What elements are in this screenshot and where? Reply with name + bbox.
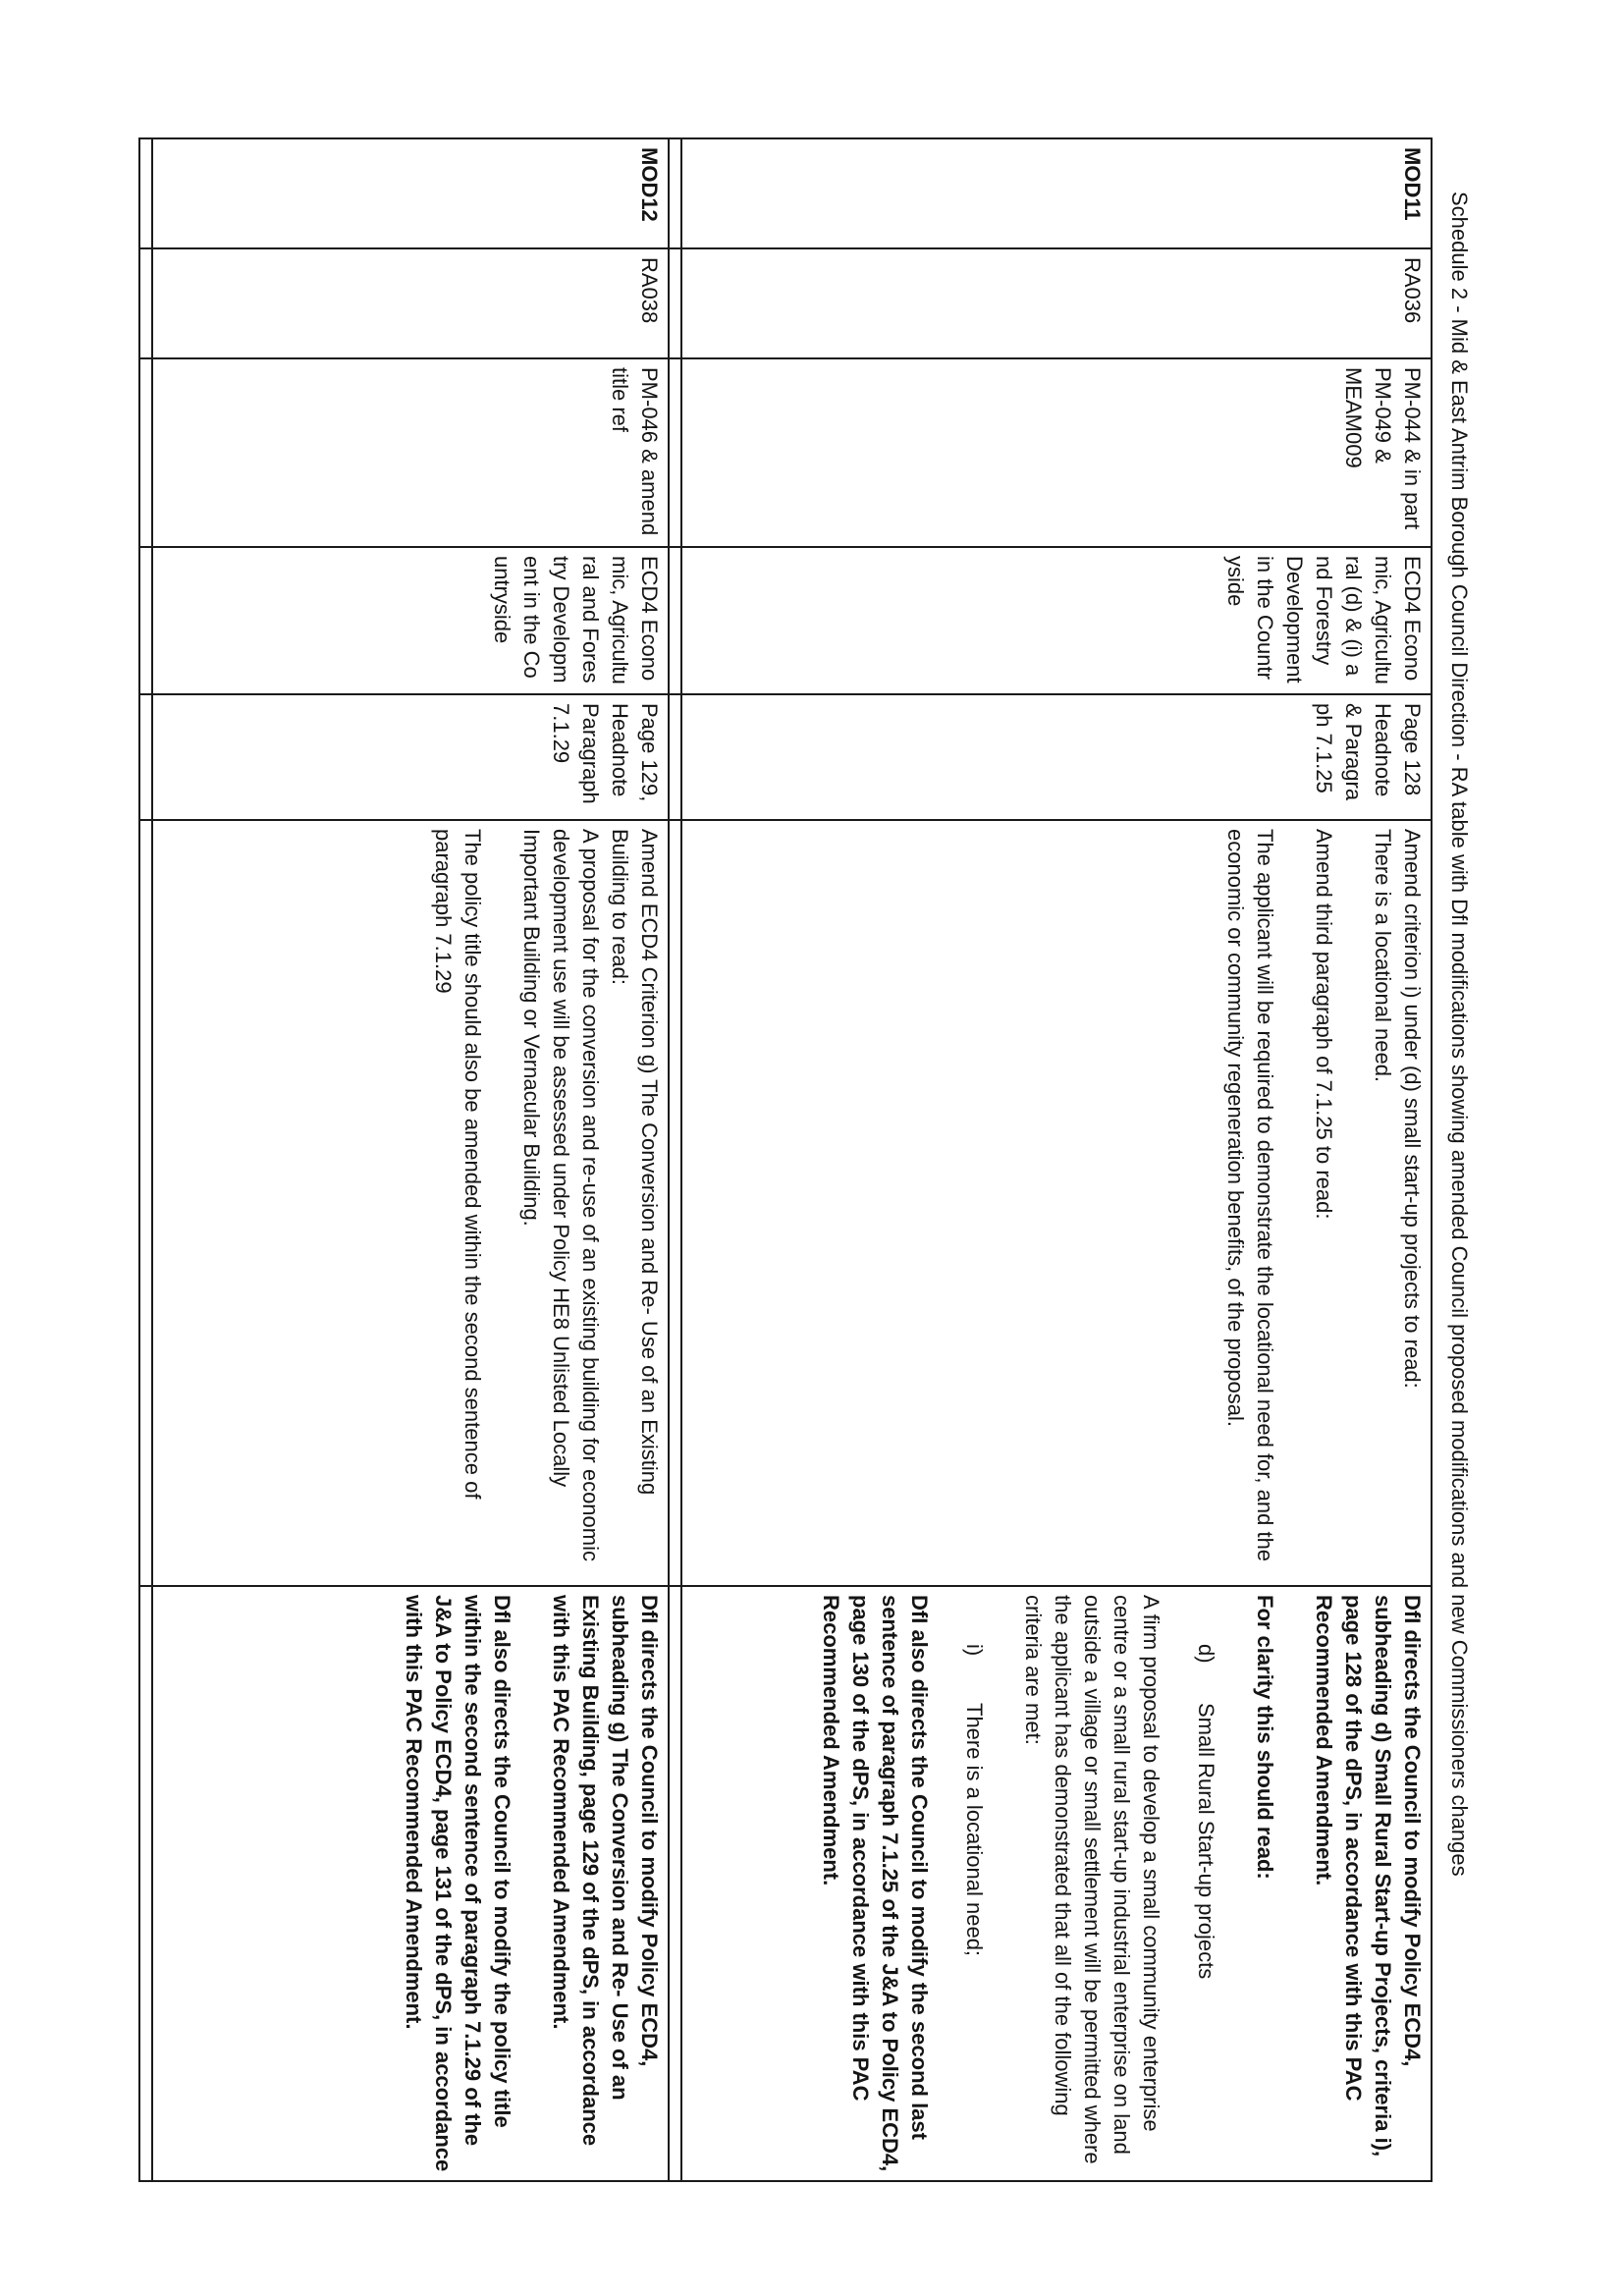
policy-cell: ECD4 Economic, Agricultural (d) & (i) and Forestry Development in the Countryside: [681, 547, 1432, 694]
council-text-para: Amend criterion i) under (d) small start-up projects to read:: [1400, 829, 1425, 1389]
mod-cell: [681, 138, 1432, 248]
dfi-criterion: [959, 1595, 989, 2172]
council-text-para: The applicant will be required to demonstrate the locational need for, and the economic or community regeneration benefits, of the proposal.: [1223, 829, 1277, 1562]
table-row-spacer: [139, 138, 152, 2181]
dfi-direction-para: DfI directs the Council to modify Policy ECD4, subheading d) Small Rural Start-up Projects, criteria i), page 128 of the dPS, in accordance with this PAC Recommended Amendment.: [1312, 1595, 1425, 2158]
subheading-text: Small Rural Start-up projects: [1194, 1703, 1218, 1980]
dfi-direction-cell: [152, 1586, 669, 2181]
mod-cell: [152, 138, 669, 248]
council-text-cell: [681, 820, 1432, 1586]
council-text-para: Amend third paragraph of 7.1.25 to read:: [1312, 829, 1336, 1220]
dfi-direction-para: DfI also directs the Council to modify the policy title within the second sentence of paragraph 7.1.29 of the J&A to Policy ECD4, page 131 of the dPS, in accordance with this PAC Recommended Amendment.: [402, 1595, 514, 2172]
council-text-cell: [152, 820, 669, 1586]
dfi-direction-para: DfI directs the Council to modify Policy ECD4, subheading g) The Conversion and Re- Use of an Existing Building, page 129 of the dPS, in accordance with this PAC Recommended Amendment.: [549, 1595, 662, 2147]
dfi-direction-para: For clarity this should read:: [1253, 1595, 1277, 1880]
criterion-marker: i): [962, 1644, 987, 1657]
mod-id: MOD12: [637, 147, 662, 222]
dfi-direction-cell: [681, 1586, 1432, 2181]
table-row-spacer: [669, 138, 681, 2181]
subheading-marker: d): [1194, 1644, 1218, 1664]
pm-ref-cell: PM-046 & amend title ref: [152, 358, 669, 547]
mod-id: MOD11: [1400, 147, 1425, 221]
criterion-text: There is a locational need;: [962, 1703, 987, 1957]
page-ref-cell: Page 129, Headnote Paragraph 7.1.29: [152, 694, 669, 820]
dfi-direction-para: DfI also directs the Council to modify the second last sentence of paragraph 7.1.25 of the J&A to Policy ECD4, page 130 of the dPS, in accordance with this PAC Recommended Amendment.: [819, 1595, 932, 2172]
page-title: Schedule 2 - Mid & East Antrim Borough Council Direction - RA table with DfI modifications showing amended Council proposed modifications and new Commissioners changes: [1447, 191, 1472, 1877]
council-text-para: There is a locational need.: [1371, 829, 1395, 1083]
policy-cell: ECD4 Economic, Agricultural and Forestry Development in the Countryside: [152, 547, 669, 694]
table-row-mod12: [152, 138, 669, 2181]
ra-cell: RA038: [152, 248, 669, 358]
dfi-subheading: [1191, 1595, 1220, 2172]
modifications-table: [138, 137, 1433, 2182]
dfi-direction-para: A firm proposal to develop a small community enterprise centre or a small rural start-up industrial enterprise on land outside a village or small settlement will be permitted where the applicant has demonstrated that all of the following criteria are met:: [1021, 1595, 1163, 2164]
ra-cell: RA036: [681, 248, 1432, 358]
page-ref-cell: Page 128 Headnote & Paragraph 7.1.25: [681, 694, 1432, 820]
council-text-para: Amend ECD4 Criterion g) The Conversion and Re- Use of an Existing Building to read:: [608, 829, 662, 1496]
council-text-para: A proposal for the conversion and re-use of an existing building for economic development use will be assessed under Policy HE8 Unlisted Locally Important Building or Vernacular Building.: [519, 829, 603, 1561]
pm-ref-cell: PM-044 & in part PM-049 & MEAM009: [681, 358, 1432, 547]
council-text-para: The policy title should also be amended within the second sentence of paragraph 7.1.29: [431, 829, 485, 1500]
table-row-mod11: [681, 138, 1432, 2181]
